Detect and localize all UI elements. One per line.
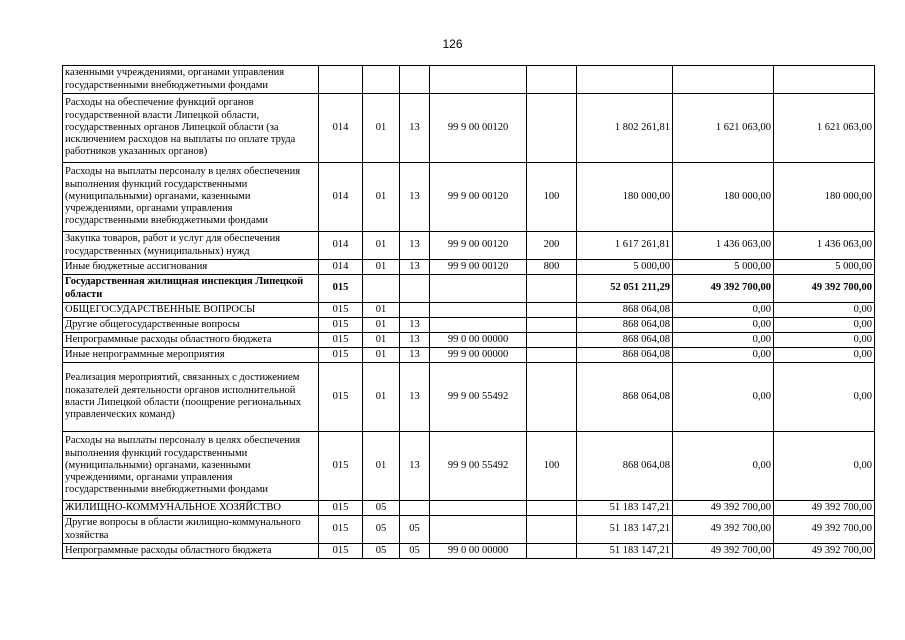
cell-name: ОБЩЕГОСУДАРСТВЕННЫЕ ВОПРОСЫ [63,303,319,318]
cell-section: 01 [363,94,400,163]
table-row [63,303,875,318]
table-row [63,318,875,333]
cell-target-article: 99 9 00 00120 [430,260,527,275]
table-row [63,232,875,260]
table-row [63,544,875,559]
cell-amount-year-3 [774,66,875,94]
cell-section: 01 [363,318,400,333]
cell-target-article [430,275,527,303]
cell-subsection [400,303,430,318]
cell-subsection: 13 [400,260,430,275]
cell-amount-year-1: 1 802 261,81 [577,94,673,163]
table-row [63,348,875,363]
cell-target-article: 99 0 00 00000 [430,333,527,348]
cell-amount-year-3: 49 392 700,00 [774,275,875,303]
cell-amount-year-3: 1 621 063,00 [774,94,875,163]
cell-amount-year-3: 1 436 063,00 [774,232,875,260]
cell-expense-type [527,66,577,94]
cell-amount-year-3: 0,00 [774,363,875,432]
cell-subsection: 13 [400,348,430,363]
cell-target-article: 99 9 00 00000 [430,348,527,363]
cell-expense-type [527,348,577,363]
cell-section: 01 [363,303,400,318]
cell-admin-code: 014 [319,260,363,275]
cell-target-article: 99 9 00 00120 [430,94,527,163]
cell-amount-year-1: 51 183 147,21 [577,544,673,559]
table-row [63,363,875,432]
cell-subsection: 13 [400,363,430,432]
cell-amount-year-1: 52 051 211,29 [577,275,673,303]
cell-section: 01 [363,163,400,232]
cell-admin-code: 014 [319,163,363,232]
cell-expense-type [527,303,577,318]
cell-amount-year-3: 49 392 700,00 [774,516,875,544]
cell-amount-year-3: 0,00 [774,303,875,318]
cell-amount-year-3: 0,00 [774,318,875,333]
cell-amount-year-1: 868 064,08 [577,348,673,363]
cell-amount-year-2: 49 392 700,00 [673,275,774,303]
cell-admin-code: 014 [319,94,363,163]
cell-amount-year-2: 49 392 700,00 [673,501,774,516]
cell-amount-year-3: 5 000,00 [774,260,875,275]
cell-target-article: 99 9 00 55492 [430,432,527,501]
cell-subsection [400,66,430,94]
cell-name: Иные непрограммные мероприятия [63,348,319,363]
cell-name: Другие общегосударственные вопросы [63,318,319,333]
cell-target-article [430,516,527,544]
cell-subsection: 13 [400,432,430,501]
cell-subsection: 13 [400,94,430,163]
cell-admin-code: 015 [319,516,363,544]
cell-expense-type [527,333,577,348]
cell-expense-type [527,318,577,333]
cell-amount-year-2: 0,00 [673,333,774,348]
cell-amount-year-2: 1 621 063,00 [673,94,774,163]
cell-target-article: 99 9 00 00120 [430,232,527,260]
cell-target-article [430,501,527,516]
cell-amount-year-2: 49 392 700,00 [673,544,774,559]
cell-amount-year-1: 51 183 147,21 [577,516,673,544]
cell-amount-year-3: 0,00 [774,432,875,501]
cell-amount-year-2: 0,00 [673,318,774,333]
cell-section: 01 [363,348,400,363]
cell-admin-code: 015 [319,303,363,318]
table-row [63,260,875,275]
page-number: 126 [442,37,463,51]
cell-subsection: 05 [400,516,430,544]
cell-amount-year-3: 0,00 [774,348,875,363]
table-row [63,516,875,544]
cell-expense-type [527,363,577,432]
cell-name: казенными учреждениями, органами управления государственными внебюджетными фондами [63,66,319,94]
cell-admin-code [319,66,363,94]
cell-expense-type: 800 [527,260,577,275]
cell-admin-code: 015 [319,318,363,333]
cell-name: Расходы на обеспечение функций органов государственной власти Липецкой области, государственных органов Липецкой области (за исключением расходов на выплаты по оплате труда работников указанных органов) [63,94,319,163]
cell-target-article: 99 9 00 00120 [430,163,527,232]
cell-expense-type [527,516,577,544]
cell-subsection [400,501,430,516]
cell-admin-code: 015 [319,348,363,363]
cell-amount-year-2: 0,00 [673,303,774,318]
cell-admin-code: 015 [319,544,363,559]
cell-amount-year-3: 49 392 700,00 [774,501,875,516]
cell-name: Расходы на выплаты персоналу в целях обеспечения выполнения функций государственными (муниципальными) органами, казенными учреждениями, органами управления государственными внебюджетными фондами [63,432,319,501]
table-row [63,163,875,232]
table-row [63,275,875,303]
cell-expense-type [527,94,577,163]
cell-subsection [400,275,430,303]
budget-table [62,65,875,559]
cell-section [363,275,400,303]
cell-amount-year-2: 1 436 063,00 [673,232,774,260]
cell-amount-year-1: 180 000,00 [577,163,673,232]
cell-amount-year-1: 868 064,08 [577,303,673,318]
cell-subsection: 13 [400,318,430,333]
cell-name: Непрограммные расходы областного бюджета [63,544,319,559]
cell-section: 01 [363,333,400,348]
cell-expense-type: 200 [527,232,577,260]
cell-name: Непрограммные расходы областного бюджета [63,333,319,348]
cell-name: Расходы на выплаты персоналу в целях обеспечения выполнения функций государственными (муниципальными) органами, казенными учреждениями, органами управления государственными внебюджетными фондами [63,163,319,232]
cell-subsection: 13 [400,232,430,260]
cell-amount-year-1 [577,66,673,94]
cell-name: Другие вопросы в области жилищно-коммунального хозяйства [63,516,319,544]
cell-amount-year-2: 49 392 700,00 [673,516,774,544]
cell-amount-year-1: 868 064,08 [577,318,673,333]
cell-name: Реализация мероприятий, связанных с достижением показателей деятельности органов исполнительной власти Липецкой области (поощрение региональных управленческих команд) [63,363,319,432]
cell-expense-type [527,275,577,303]
cell-name: Государственная жилищная инспекция Липецкой области [63,275,319,303]
cell-amount-year-2: 0,00 [673,432,774,501]
table-row [63,94,875,163]
cell-name: Закупка товаров, работ и услуг для обеспечения государственных (муниципальных) нужд [63,232,319,260]
budget-table-body [63,66,875,559]
cell-amount-year-3: 0,00 [774,333,875,348]
table-row [63,501,875,516]
cell-name: Иные бюджетные ассигнования [63,260,319,275]
cell-expense-type: 100 [527,163,577,232]
cell-section: 05 [363,501,400,516]
cell-target-article [430,318,527,333]
table-row [63,66,875,94]
cell-section: 01 [363,260,400,275]
cell-amount-year-2: 0,00 [673,348,774,363]
cell-target-article: 99 9 00 55492 [430,363,527,432]
cell-amount-year-3: 49 392 700,00 [774,544,875,559]
cell-name: ЖИЛИЩНО-КОММУНАЛЬНОЕ ХОЗЯЙСТВО [63,501,319,516]
cell-target-article [430,66,527,94]
cell-admin-code: 015 [319,432,363,501]
cell-amount-year-1: 868 064,08 [577,363,673,432]
cell-expense-type [527,544,577,559]
cell-target-article [430,303,527,318]
cell-amount-year-2: 0,00 [673,363,774,432]
cell-admin-code: 015 [319,363,363,432]
cell-amount-year-2: 5 000,00 [673,260,774,275]
cell-amount-year-3: 180 000,00 [774,163,875,232]
table-row [63,432,875,501]
cell-admin-code: 015 [319,275,363,303]
cell-admin-code: 015 [319,501,363,516]
cell-section: 01 [363,232,400,260]
cell-admin-code: 014 [319,232,363,260]
cell-subsection: 13 [400,333,430,348]
cell-section: 01 [363,432,400,501]
cell-subsection: 13 [400,163,430,232]
cell-amount-year-1: 51 183 147,21 [577,501,673,516]
cell-target-article: 99 0 00 00000 [430,544,527,559]
cell-amount-year-1: 5 000,00 [577,260,673,275]
cell-expense-type [527,501,577,516]
cell-amount-year-1: 1 617 261,81 [577,232,673,260]
cell-section: 01 [363,363,400,432]
cell-section: 05 [363,516,400,544]
cell-amount-year-2 [673,66,774,94]
cell-amount-year-1: 868 064,08 [577,432,673,501]
table-row [63,333,875,348]
cell-amount-year-1: 868 064,08 [577,333,673,348]
cell-expense-type: 100 [527,432,577,501]
cell-section [363,66,400,94]
cell-subsection: 05 [400,544,430,559]
cell-amount-year-2: 180 000,00 [673,163,774,232]
cell-admin-code: 015 [319,333,363,348]
cell-section: 05 [363,544,400,559]
